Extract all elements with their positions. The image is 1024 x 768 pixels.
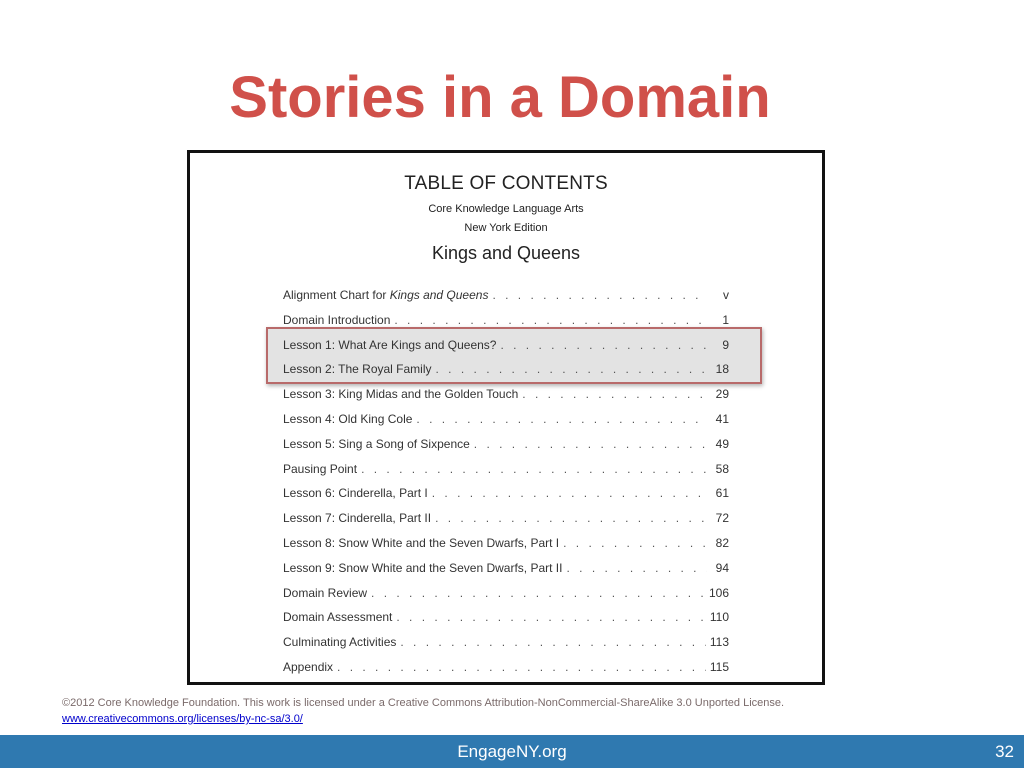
toc-leader-dots: [435, 511, 707, 525]
toc-leader-dots: [337, 660, 706, 674]
toc-leader-dots: [474, 437, 707, 451]
toc-entry-page: 94: [715, 560, 729, 575]
toc-entry-page: 115: [709, 660, 729, 674]
toc-entry-label: Domain Assessment: [283, 610, 393, 625]
toc-entry: [283, 511, 729, 531]
toc-entry-page: 18: [715, 362, 729, 377]
toc-entry-page: v: [723, 288, 729, 302]
toc-leader-dots: [394, 313, 707, 327]
toc-entry: [283, 412, 729, 432]
toc-entry-page: 72: [715, 511, 729, 526]
toc-entry: [283, 313, 729, 333]
toc-entry: [283, 610, 729, 630]
slide-title: Stories in a Domain: [229, 65, 771, 130]
toc-entry-label-emphasis: Kings and Queens: [389, 288, 489, 302]
toc-heading: TABLE OF CONTENTS: [404, 173, 608, 194]
toc-entry-label: Lesson 3: King Midas and the Golden Touch: [283, 387, 519, 402]
toc-entry-label: Lesson 5: Sing a Song of Sixpence: [283, 436, 470, 451]
toc-leader-dots: [563, 536, 707, 550]
toc-leader-dots: [566, 561, 707, 575]
toc-entry-label: Lesson 2: The Royal Family: [283, 362, 432, 377]
toc-entry: [283, 660, 729, 680]
toc-entry: [283, 437, 729, 457]
toc-leader-dots: [371, 586, 705, 600]
toc-leader-dots: [396, 610, 705, 624]
toc-entry-page: 29: [715, 387, 729, 402]
toc-entry-page: 61: [715, 486, 729, 501]
toc-entry: [283, 387, 729, 407]
toc-entry-label: [283, 288, 488, 302]
toc-entry: [283, 635, 729, 655]
toc-entry: [283, 536, 729, 556]
slide-page-number: 32: [995, 742, 1014, 761]
toc-leader-dots: [500, 338, 707, 352]
toc-leader-dots: [400, 635, 705, 649]
toc-subtitle-edition: New York Edition: [464, 222, 548, 234]
toc-entry: [283, 486, 729, 506]
toc-entry-page: 41: [715, 412, 729, 426]
toc-entry-page: 9: [722, 337, 729, 352]
license-link[interactable]: www.creativecommons.org/licenses/by-nc-sa/3.0/: [62, 713, 303, 725]
toc-leader-dots: [361, 462, 707, 476]
toc-leader-dots: [436, 362, 707, 376]
toc-entry-label: Domain Introduction: [283, 312, 391, 327]
toc-entry: [283, 586, 729, 606]
toc-entry: [283, 362, 729, 382]
toc-entry: [283, 561, 729, 581]
table-of-contents-image: [187, 150, 825, 685]
toc-entry-label-text: Alignment Chart for: [283, 288, 390, 302]
toc-entry-label: Domain Review: [283, 585, 368, 600]
toc-leader-dots: [522, 387, 707, 401]
toc-entry-label: Lesson 6: Cinderella, Part I: [283, 486, 428, 501]
toc-entry-page: 113: [709, 635, 729, 650]
toc-entry-label: Lesson 7: Cinderella, Part II: [283, 511, 432, 526]
toc-leader-dots: [432, 486, 707, 500]
toc-entry-label: Lesson 4: Old King Cole: [283, 412, 413, 426]
toc-entry-page: 82: [715, 536, 729, 550]
toc-domain-title: Kings and Queens: [431, 243, 581, 263]
toc-entry-page: 106: [708, 585, 729, 600]
toc-entry-page: 110: [709, 610, 729, 625]
footer-bar: [0, 735, 1024, 768]
toc-entry-page: 58: [715, 461, 729, 476]
toc-entry-page: 49: [715, 436, 729, 451]
toc-entry-label: Lesson 8: Snow White and the Seven Dwarfs, Part I: [283, 536, 560, 550]
toc-entry-label: Pausing Point: [283, 461, 358, 476]
footer-site: EngageNY.org: [457, 742, 567, 761]
toc-entry-label: Appendix: [283, 660, 334, 674]
toc-entry-label: Culminating Activities: [283, 635, 397, 650]
toc-entry-label: Lesson 1: What Are Kings and Queens?: [283, 337, 497, 352]
toc-leader-dots: [416, 412, 707, 426]
toc-entry: [283, 288, 729, 308]
toc-entry: [283, 462, 729, 482]
toc-entry-label: Lesson 9: Snow White and the Seven Dwarfs, Part II: [283, 560, 563, 575]
toc-entry: [283, 338, 729, 358]
license-text: ©2012 Core Knowledge Foundation. This work is licensed under a Creative Commons Attribution-NonCommercial-ShareAlike 3.0 Unported License.: [62, 697, 785, 709]
toc-leader-dots: [492, 288, 707, 302]
toc-subtitle-program: Core Knowledge Language Arts: [428, 203, 584, 215]
toc-entry-page: 1: [722, 312, 729, 327]
